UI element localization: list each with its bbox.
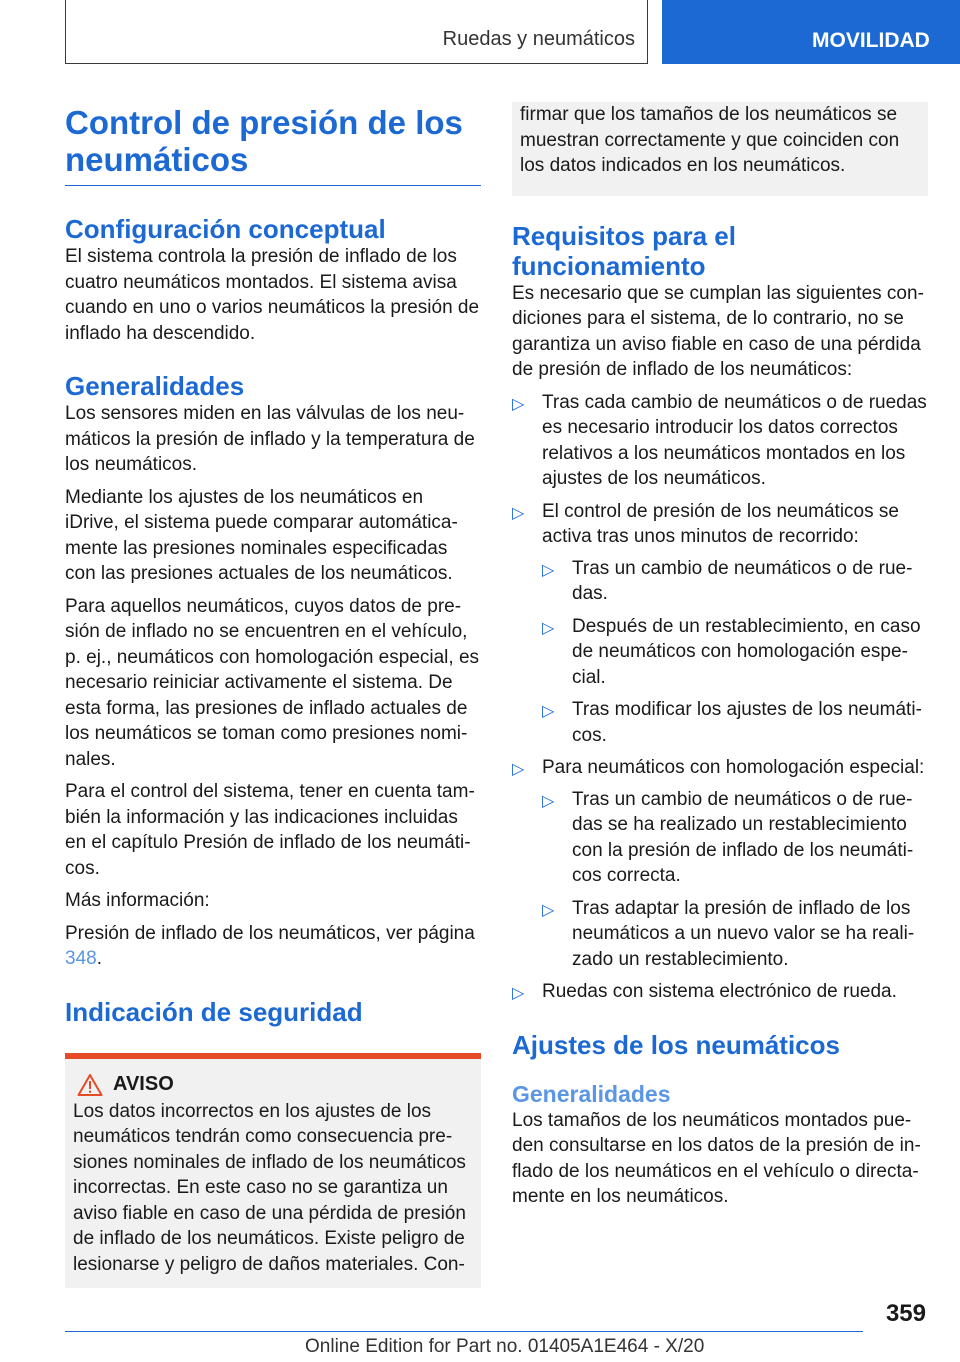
- bullet-triangle-icon: ▷: [542, 561, 555, 579]
- list-item-text: Tras cada cambio de neumáticos o de ruedas es necesario introducir los datos correctos relativos a los neumáticos montados en los ajustes de los neumáticos.: [542, 391, 927, 489]
- list-item: [512, 390, 928, 492]
- sub-list: [542, 556, 928, 749]
- bullet-triangle-icon: ▷: [542, 792, 555, 810]
- paragraph-general-4: Para el control del sistema, tener en cuenta también la información y las indicaciones incluidas en el capítulo Presión de inflado de los neumáticos.: [65, 781, 475, 879]
- bullet-triangle-icon: ▷: [512, 985, 525, 1002]
- bullet-triangle-icon: ▷: [542, 901, 555, 919]
- reference-text: Presión de inflado de los neumáticos, ver página: [65, 922, 475, 944]
- paragraph-reference: [65, 921, 481, 972]
- bullet-triangle-icon: ▷: [512, 504, 525, 522]
- sub-list-item: [542, 896, 928, 973]
- right-column: [512, 104, 928, 1217]
- sub-list-item-text: Después de un restablecimiento, en caso de neumáticos con homologación especial.: [572, 615, 921, 688]
- reference-end: .: [96, 948, 102, 969]
- list-item: [512, 499, 928, 749]
- sub-list-item: [542, 697, 928, 748]
- paragraph-general-1: Los sensores miden en las válvulas de los neumáticos la presión de inflado y la temperatura de los neumáticos.: [65, 403, 475, 475]
- list-item: [512, 755, 928, 972]
- bullet-triangle-icon: ▷: [512, 761, 525, 778]
- warning-label: AVISO: [113, 1073, 174, 1095]
- header-section-title: Ruedas y neumáticos: [442, 28, 635, 50]
- sub-list: [542, 787, 928, 973]
- left-column: [65, 104, 481, 1288]
- list-item-text: Ruedas con sistema electrónico de rueda.: [542, 981, 897, 1002]
- warning-text: Los datos incorrectos en los ajustes de los neumáticos tendrán como consecuencia presiones nominales de inflado de los neumáticos incorrectas. En este caso no se garantiza un aviso fiable en caso de una pérdida de presión de inflado de los neumáticos. Existe peligro de lesionarse y peligro de daños materiales. Con-: [73, 1100, 466, 1275]
- page-reference-link[interactable]: 348: [65, 948, 97, 969]
- sub-list-item: [542, 614, 928, 691]
- heading-settings-general: Generalidades: [512, 1080, 671, 1107]
- warning-triangle-icon: [77, 1073, 103, 1097]
- list-item-text: Para neumáticos con homologación especial:: [542, 757, 925, 778]
- bullet-triangle-icon: ▷: [542, 619, 555, 637]
- list-item: [512, 979, 928, 1005]
- paragraph-settings: Los tamaños de los neumáticos montados pueden consultarse en los datos de la presión de inflado de los neumáticos en el vehículo o directamente en los neumáticos.: [512, 1109, 921, 1207]
- paragraph-concept: El sistema controla la presión de inflado de los cuatro neumáticos montados. El sistema avisa cuando en uno o varios neumáticos la presión de inflado ha descendido.: [65, 246, 480, 344]
- bullet-triangle-icon: ▷: [512, 395, 525, 413]
- warning-box: [65, 1059, 481, 1289]
- heading-safety: Indicación de seguridad: [65, 996, 363, 1027]
- sub-list-item-text: Tras adaptar la presión de inflado de los neumáticos a un nuevo valor se ha realizado un restablecimiento.: [572, 897, 915, 970]
- header-chapter-tab[interactable]: MOVILIDAD: [662, 0, 960, 64]
- paragraph-general-2: Mediante los ajustes de los neumáticos en iDrive, el sistema puede comparar automáticamente las presiones nominales especificadas con las presiones actuales de los neumáticos.: [65, 486, 458, 584]
- paragraph-general-3: Para aquellos neumáticos, cuyos datos de presión de inflado no se encuentren en el vehículo, p. ej., neumáticos con homologación especial, es necesario reiniciar activamente el sistema. De esta forma, las presiones de inflado actuales de los neumáticos se toman como presiones nominales.: [65, 595, 480, 770]
- requirements-list: [512, 390, 928, 1005]
- heading-settings: Ajustes de los neumáticos: [512, 1029, 840, 1060]
- heading-requirements: Requisitos para el funcionamiento: [512, 220, 736, 281]
- footer-edition: Online Edition for Part no. 01405A1E464 - X/20: [305, 1336, 705, 1357]
- warning-title: [73, 1073, 473, 1097]
- sub-list-item: [542, 556, 928, 607]
- page-number: 359: [885, 1300, 926, 1327]
- bullet-triangle-icon: ▷: [542, 703, 555, 720]
- paragraph-requirements: Es necesario que se cumplan las siguientes condiciones para el sistema, de lo contrario, no se garantiza un aviso fiable en caso de una pérdida de presión de inflado de los neumáticos:: [512, 282, 924, 380]
- list-item-text: El control de presión de los neumáticos se activa tras unos minutos de recorrido:: [542, 500, 899, 547]
- heading-general: Generalidades: [65, 371, 245, 401]
- page-title: Control de presión de los neumáticos: [65, 104, 481, 186]
- footer-rule: [65, 1331, 863, 1332]
- sub-list-item-text: Tras modificar los ajustes de los neumáticos.: [572, 699, 922, 746]
- header-box: [65, 0, 648, 64]
- sub-list-item: [542, 787, 928, 889]
- warning-text-continued: firmar que los tamaños de los neumáticos se muestran correctamente y que coinciden con los datos indicados en los neumáticos.: [520, 104, 900, 176]
- paragraph-more-info: Más información:: [65, 890, 210, 911]
- warning-box-continued: [512, 102, 928, 196]
- heading-concept: Configuración conceptual: [65, 214, 386, 244]
- sub-list-item-text: Tras un cambio de neumáticos o de ruedas se ha realizado un restablecimiento con la presión de inflado de los neumáticos correcta.: [572, 788, 914, 886]
- sub-list-item-text: Tras un cambio de neumáticos o de ruedas.: [572, 557, 913, 604]
